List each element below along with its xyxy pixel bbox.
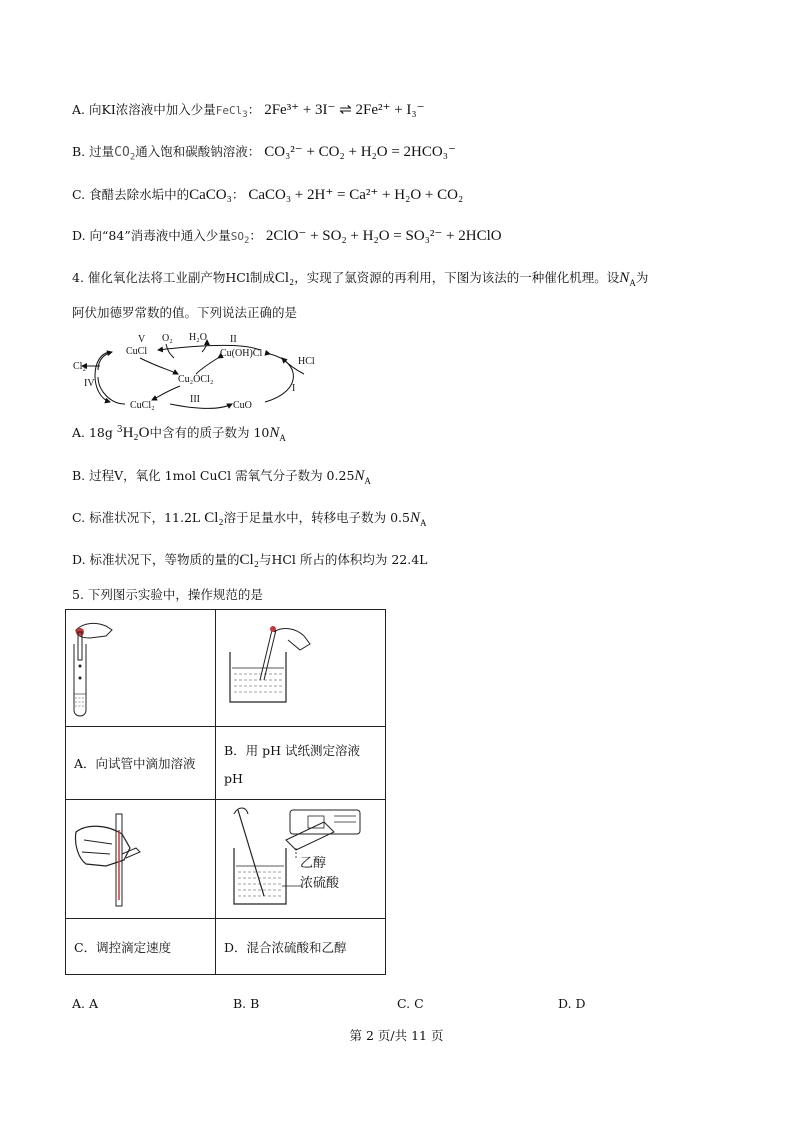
cycle-arrow-i — [265, 354, 296, 402]
equation-b: CO₃²⁻ + CO₂ + H₂O = 2HCO₃⁻ — [264, 144, 456, 160]
q5-answer-a: A. A — [72, 996, 99, 1011]
caption-cell-d: D．混合浓硫酸和乙醇 — [216, 919, 386, 975]
label-cl2: Cl₂ — [73, 361, 86, 372]
reagent-caco3: CaCO₃ — [189, 187, 232, 203]
label-step-i: I — [292, 383, 296, 394]
page-footer: 第 2 页/共 11 页 — [349, 1028, 444, 1043]
q4-option-c: C. 标准状况下，11.2L Cl₂溶于足量水中，转移电子数为 $0.5N_A$ — [72, 510, 427, 528]
q4-stem-line2: 阿伏加德罗常数的值。下列说法正确的是 — [72, 305, 298, 320]
q4-option-b: B. 过程V，氧化 1mol CuCl 需氧气分子数为 $0.25N_A$ — [72, 468, 371, 486]
label-conc-sulfuric-acid: 浓硫酸 — [300, 876, 340, 891]
label-o2: O₂ — [162, 333, 173, 344]
caption-cell-c: C．调控滴定速度 — [66, 919, 216, 975]
q5-stem: 5. 下列图示实验中，操作规范的是 — [72, 587, 263, 602]
cycle-arrow-bottom — [170, 404, 232, 409]
dropper-test-tube-image — [66, 610, 215, 723]
label-hcl: HCl — [298, 356, 315, 367]
titration-hand-image — [66, 800, 215, 915]
image-cell-d — [216, 800, 386, 919]
reagent-fecl3: FeCl$_3$ — [215, 104, 248, 121]
label-cuohcl: Cu(OH)Cl — [220, 348, 263, 359]
label-ethanol: 乙醇 — [300, 856, 327, 871]
image-cell-a — [66, 610, 216, 727]
image-cell-b — [216, 610, 386, 727]
label-step-v: V — [138, 334, 146, 345]
q5-answer-d: D. D — [558, 996, 586, 1011]
equation-a: 2Fe³⁺ + 3I⁻ ⇌ 2Fe²⁺ + I₃⁻ — [264, 102, 425, 118]
q3-option-c: C. 食醋去除水垢中的CaCO₃： CaCO₃ + 2H⁺ = Ca²⁺ + H₂O + CO₂ — [72, 187, 464, 203]
catalytic-cycle-diagram — [70, 330, 330, 412]
q5-answer-c: C. C — [397, 996, 424, 1011]
q5-answer-b: B. B — [233, 996, 260, 1011]
experiment-table — [65, 609, 386, 975]
cycle-arrow-v — [95, 352, 110, 402]
label-cucl2: CuCl₂ — [130, 400, 155, 411]
caption-cell-a: A．向试管中滴加溶液 — [66, 727, 216, 800]
label-step-iv: IV — [84, 378, 95, 389]
caption-cell-b: B．用 pH 试纸测定溶液 pH — [216, 727, 386, 800]
image-cell-c — [66, 800, 216, 919]
label-h2o: H₂O — [189, 332, 207, 343]
label-cu2ocl2: Cu₂OCl₂ — [178, 374, 214, 385]
label-step-ii: II — [230, 334, 237, 345]
label-cuo: CuO — [233, 400, 252, 411]
label-step-iii: III — [190, 394, 200, 405]
q3-option-b: B. 过量$CO_2$通入饱和碳酸钠溶液： CO₃²⁻ + CO₂ + H₂O = 2HCO₃⁻ — [72, 144, 456, 163]
q4-option-d: D. 标准状况下，等物质的量的Cl₂与HCl 所占的体积均为 22.4L — [72, 552, 428, 568]
q3-option-a: A. 向KI浓溶液中加入少量FeCl$_3$： 2Fe³⁺ + 3I⁻ ⇌ 2Fe²⁺ + I₃⁻ — [72, 102, 425, 121]
reagent-so2: $SO_2$ — [230, 230, 250, 247]
ph-paper-beaker-image — [216, 610, 385, 723]
q4-stem-line1: 4. 催化氧化法将工业副产物HCl制成Cl₂，实现了氯资源的再利用，下图为该法的一种催化机理。设$N_A$为 — [72, 270, 649, 288]
q3-option-d: D. 向“84”消毒液中通入少量$SO_2$： 2ClO⁻ + SO₂ + H₂O = SO₃²⁻ + 2HClO — [72, 228, 502, 247]
q4-option-a: A. 18g $^3$H₂O中含有的质子数为 $10N_A$ — [72, 424, 286, 443]
equation-c: CaCO₃ + 2H⁺ = Ca²⁺ + H₂O + CO₂ — [248, 187, 464, 203]
equation-d: 2ClO⁻ + SO₂ + H₂O = SO₃²⁻ + 2HClO — [265, 228, 502, 244]
label-cucl: CuCl — [126, 346, 148, 357]
reagent-co2: $CO_2$ — [114, 145, 136, 163]
